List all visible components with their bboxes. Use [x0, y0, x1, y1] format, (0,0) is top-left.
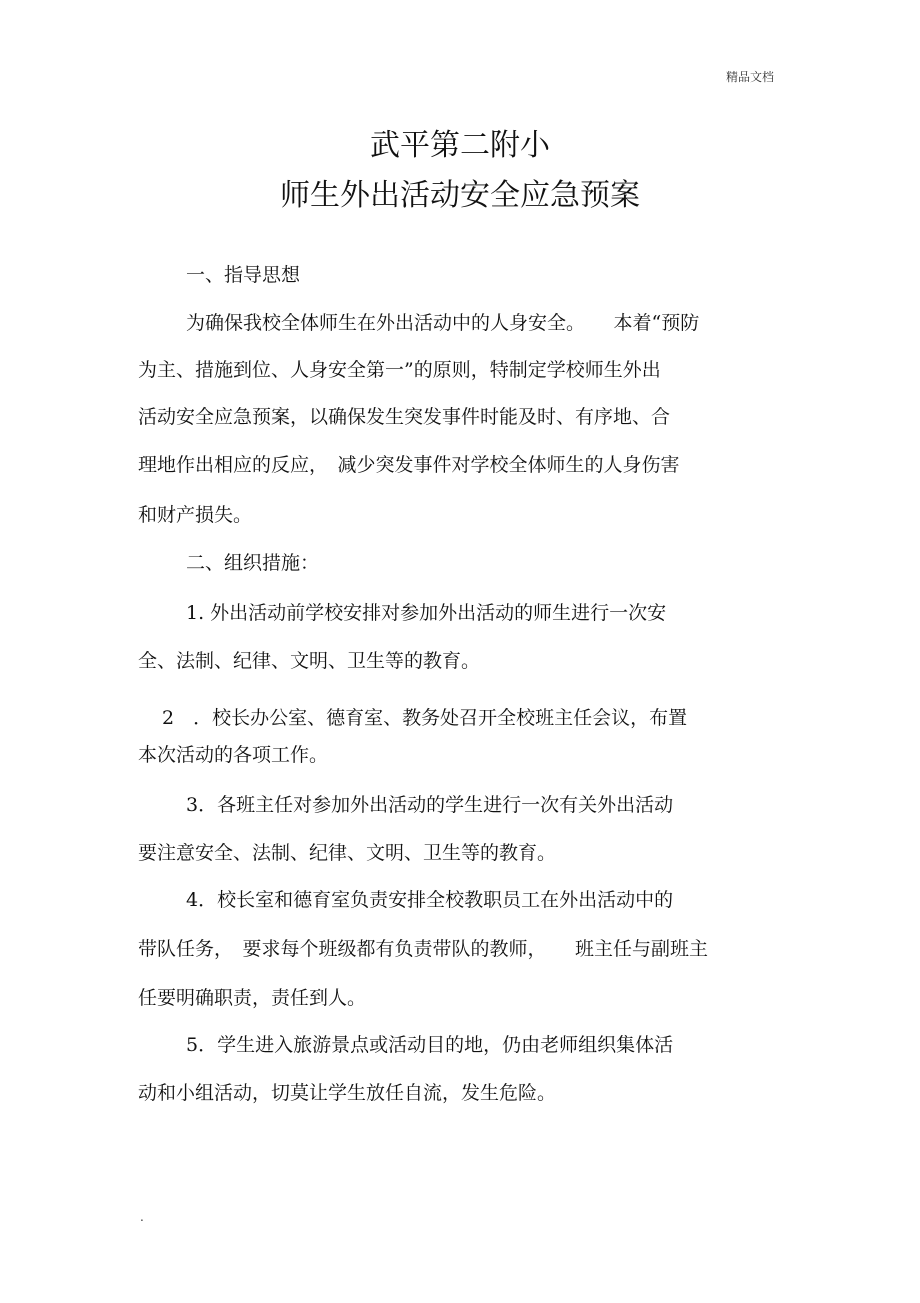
- paragraph-line: 和财产损失。: [138, 504, 253, 526]
- paragraph-line: 理地作出相应的反应， 减少突发事件对学校全体师生的人身伤害: [138, 454, 680, 476]
- paragraph-line: 活动安全应急预案，以确保发生突发事件时能及时、有序地、合: [138, 406, 671, 428]
- list-item-line: 5．学生进入旅游景点或活动目的地，仍由老师组织集体活: [186, 1034, 674, 1056]
- paragraph-line: 为确保我校全体师生在外出活动中的人身安全。 本着“预防: [186, 312, 700, 334]
- list-item-line: 3．各班主任对参加外出活动的学生进行一次有关外出活动: [186, 794, 674, 816]
- section-heading-measures: 二、组织措施：: [186, 552, 320, 574]
- footer-mark: .: [140, 1210, 144, 1224]
- list-item-line: 本次活动的各项工作。: [138, 744, 329, 766]
- list-item-line: 2 ．校长办公室、德育室、教务处召开全校班主任会议，布置: [162, 707, 688, 729]
- header-tag: 精品文档: [726, 70, 775, 84]
- list-item-line: 动和小组活动，切莫让学生放任自流，发生危险。: [138, 1082, 557, 1104]
- list-item-line: 全、法制、纪律、文明、卫生等的教育。: [138, 650, 481, 672]
- document-title-line1: 武平第二附小: [370, 128, 550, 163]
- list-item-line: 4．校长室和德育室负责安排全校教职员工在外出活动中的: [186, 889, 674, 911]
- list-item-line: 带队任务， 要求每个班级都有负责带队的教师， 班主任与副班主: [138, 938, 709, 960]
- list-item-line: 1. 外出活动前学校安排对参加外出活动的师生进行一次安: [186, 602, 667, 624]
- list-item-line: 任要明确职责，责任到人。: [138, 987, 367, 1009]
- list-item-line: 要注意安全、法制、纪律、文明、卫生等的教育。: [138, 842, 557, 864]
- document-title-line2: 师生外出活动安全应急预案: [280, 178, 640, 213]
- paragraph-line: 为主、措施到位、人身安全第一”的原则，特制定学校师生外出: [138, 359, 661, 381]
- section-heading-guiding: 一、指导思想: [186, 264, 301, 286]
